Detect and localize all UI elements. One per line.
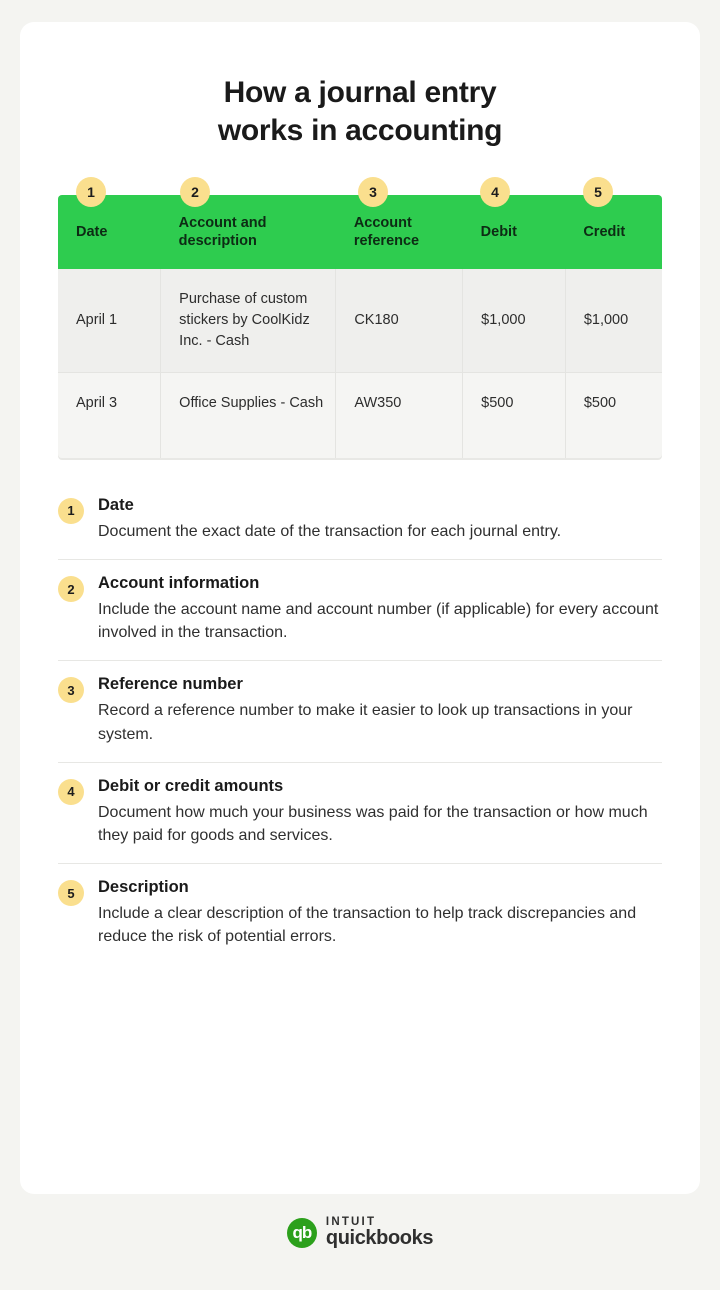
cell-reference: AW350 [336, 372, 463, 458]
legend-badge-1: 1 [58, 498, 84, 524]
legend-list [58, 492, 662, 965]
legend-heading-reference-number: Reference number [98, 675, 243, 694]
quickbooks-mark-icon: qb [287, 1218, 317, 1248]
legend-badge-2: 2 [58, 576, 84, 602]
journal-table-container [58, 183, 662, 458]
legend-heading-debit-or-credit-amounts: Debit or credit amounts [98, 776, 284, 795]
column-header-debit: Debit [463, 195, 566, 269]
list-item [58, 863, 662, 964]
list-item [58, 492, 662, 559]
cell-credit: $1,000 [565, 269, 662, 373]
table-body [58, 269, 662, 458]
column-header-credit: Credit [565, 195, 662, 269]
intuit-label: INTUIT [325, 1216, 377, 1228]
page-title-line-2: works in accounting [217, 114, 503, 148]
quickbooks-wordmark [326, 1216, 433, 1249]
legend-body [98, 878, 662, 948]
legend-text-description: Include a clear description of the transaction to help track discrepancies and reduce the risk of potential errors. [98, 905, 637, 946]
infographic-card [20, 22, 700, 1194]
legend-text-debit-or-credit-amounts: Document how much your business was paid for the transaction or how much they paid for goods and services. [98, 803, 648, 844]
column-header-account-description: Account and description [161, 195, 336, 269]
legend-heading-account-information: Account information [98, 574, 260, 593]
legend-badge-5: 5 [58, 880, 84, 906]
legend-badge-4: 4 [58, 779, 84, 805]
column-header-date: Date [58, 195, 161, 269]
column-badge-5: 5 [583, 177, 613, 207]
column-header-account-reference: Account reference [336, 195, 463, 269]
column-badge-1: 1 [76, 177, 106, 207]
legend-body [98, 777, 662, 847]
legend-badge-3: 3 [58, 677, 84, 703]
legend-text-date: Document the exact date of the transaction for each journal entry. [98, 522, 562, 540]
table-row [58, 372, 662, 458]
column-badge-3: 3 [358, 177, 388, 207]
table-header [58, 195, 662, 269]
page-title [20, 74, 700, 151]
list-item [58, 660, 662, 761]
journal-table [58, 195, 662, 458]
cell-debit: $500 [463, 372, 566, 458]
column-badge-4: 4 [480, 177, 510, 207]
cell-debit: $1,000 [463, 269, 566, 373]
cell-description: Purchase of custom stickers by CoolKidz Inc. - Cash [161, 269, 336, 373]
quickbooks-label: quickbooks [325, 1227, 434, 1250]
legend-body [98, 574, 662, 644]
quickbooks-logo [0, 1216, 720, 1249]
cell-description: Office Supplies - Cash [161, 372, 336, 458]
table-row [58, 269, 662, 373]
legend-body [98, 496, 662, 543]
legend-text-reference-number: Record a reference number to make it easier to look up transactions in your system. [98, 702, 633, 743]
legend-body [98, 675, 662, 745]
cell-reference: CK180 [336, 269, 463, 373]
cell-date: April 1 [58, 269, 161, 373]
legend-heading-description: Description [98, 878, 189, 897]
list-item [58, 559, 662, 660]
list-item [58, 762, 662, 863]
legend-heading-date: Date [98, 495, 134, 514]
table-header-row [58, 195, 662, 269]
column-badge-2: 2 [180, 177, 210, 207]
cell-credit: $500 [565, 372, 662, 458]
page-title-line-1: How a journal entry [223, 76, 497, 109]
legend-text-account-information: Include the account name and account number (if applicable) for every account involved in the transaction. [98, 601, 659, 642]
cell-date: April 3 [58, 372, 161, 458]
